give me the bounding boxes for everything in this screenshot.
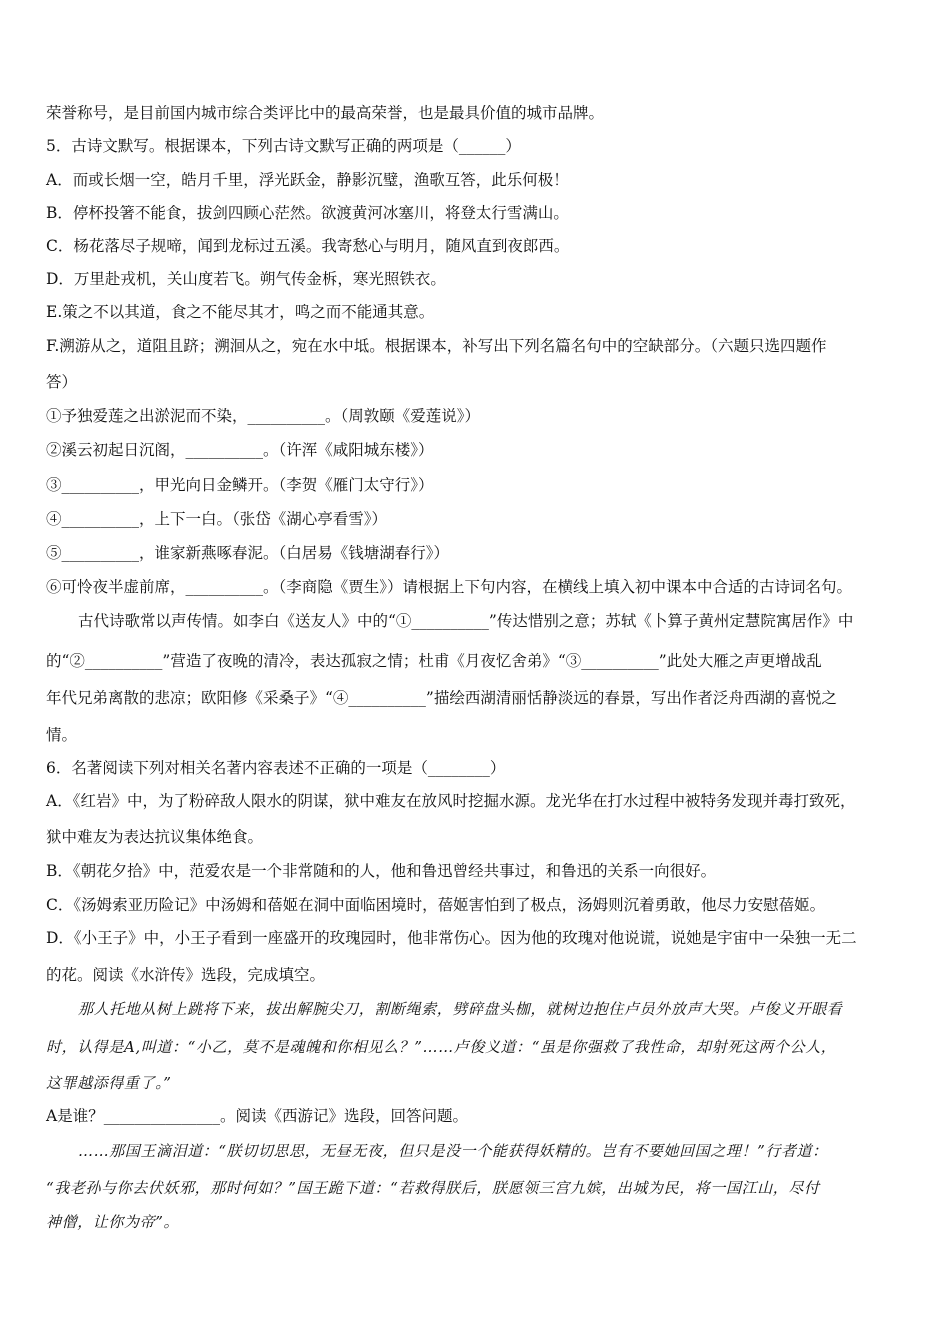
poetry-paragraph: 的“②__________”营造了夜晚的清冷，表达孤寂之情；杜甫《月夜忆舍弟》“③__________”此处大雁之声更增战乱 — [46, 652, 822, 670]
option-e: E.策之不以其道，食之不能尽其才，鸣之而不能通其意。 — [46, 303, 435, 321]
option-a: A．《红岩》中，为了粉碎敌人限水的阴谋，狱中难友在放风时挖掘水源。龙光华在打水过程中被特务发现并毒打致死， — [46, 792, 856, 810]
question-a-who: A是谁？_______________。阅读《西游记》选段，回答问题。 — [46, 1107, 468, 1125]
option-d: D．万里赴戎机，关山度若飞。朔气传金柝，寒光照铁衣。 — [46, 270, 446, 288]
option-c: C．《汤姆索亚历险记》中汤姆和蓓姬在洞中面临困境时，蓓姬害怕到了极点，汤姆则沉着勇敢，他尽力安慰蓓姬。 — [46, 896, 826, 914]
text-line: 狱中难友为表达抗议集体绝食。 — [46, 828, 264, 846]
option-c: C．杨花落尽子规啼，闻到龙标过五溪。我寄愁心与明月，随风直到夜郎西。 — [46, 237, 570, 255]
text-line: 荣誉称号，是目前国内城市综合类评比中的最高荣誉，也是最具价值的城市品牌。 — [46, 104, 605, 122]
text-line: 的花。阅读《水浒传》选段，完成填空。 — [46, 966, 326, 984]
fill-blank-1: ①予独爱莲之出淤泥而不染，__________。（周敦颐《爱莲说》） — [46, 407, 481, 425]
option-d: D．《小王子》中，小王子看到一座盛开的玫瑰园时，他非常伤心。因为他的玫瑰对他说谎，说她是宇宙中一朵独一无二 — [46, 929, 857, 947]
option-a: A．而或长烟一空，皓月千里，浮光跃金，静影沉璧，渔歌互答，此乐何极！ — [46, 171, 569, 189]
option-b: B．停杯投箸不能食，拔剑四顾心茫然。欲渡黄河冰塞川，将登太行雪满山。 — [46, 204, 569, 222]
excerpt-xiyou: ……那国王滴泪道：“朕切切思思，无昼无夜，但只是没一个能获得妖精的。岂有不要她回国之理！”行者道： — [78, 1142, 828, 1160]
poetry-paragraph: 情。 — [46, 726, 78, 744]
question-6-heading: 6．名著阅读下列对相关名著内容表述不正确的一项是（________） — [46, 759, 506, 777]
question-5-heading: 5．古诗文默写。根据课本，下列古诗文默写正确的两项是（______） — [46, 137, 521, 155]
excerpt-shuihu: 这罪越添得重了。” — [46, 1074, 172, 1092]
excerpt-shuihu: 那人托地从树上跳将下来，拔出解腕尖刀，割断绳索，劈碎盘头枷，就树边抱住卢员外放声大哭。卢俊义开眼看 — [78, 1000, 843, 1018]
excerpt-xiyou: 神僧，让你为帝”。 — [46, 1213, 180, 1231]
poetry-paragraph: 古代诗歌常以声传情。如李白《送友人》中的“①__________”传达惜别之意；苏轼《卜算子黄州定慧院寓居作》中 — [78, 612, 854, 630]
excerpt-xiyou: “我老孙与你去伏妖邪，那时何如？”国王跪下道：“若救得朕后，朕愿领三宫九嫔，出城为民，将一国江山，尽付 — [46, 1179, 820, 1197]
excerpt-shuihu: 时，认得是A,叫道：“小乙，莫不是魂魄和你相见么？”……卢俊义道：“虽是你强救了我性命，却射死这两个公人， — [46, 1038, 837, 1056]
fill-blank-2: ②溪云初起日沉阁，__________。（许浑《咸阳城东楼》） — [46, 441, 434, 459]
fill-blank-6: ⑥可怜夜半虚前席，__________。（李商隐《贾生》）请根据上下句内容，在横线上填入初中课本中合适的古诗词名句。 — [46, 578, 853, 596]
fill-blank-3: ③__________，甲光向日金鳞开。（李贺《雁门太守行》） — [46, 476, 434, 494]
poetry-paragraph: 年代兄弟离散的悲凉；欧阳修《采桑子》“④__________”描绘西湖清丽恬静淡远的春景，写出作者泛舟西湖的喜悦之 — [46, 689, 837, 707]
option-b: B．《朝花夕拾》中，范爱农是一个非常随和的人，他和鲁迅曾经共事过，和鲁迅的关系一向很好。 — [46, 862, 717, 880]
text-line: 答） — [46, 373, 78, 391]
fill-blank-4: ④__________，上下一白。（张岱《湖心亭看雪》） — [46, 510, 388, 528]
option-f: F.溯游从之，道阻且跻；溯洄从之，宛在水中坻。根据课本，补写出下列名篇名句中的空缺部分。（六题只选四题作 — [46, 337, 827, 355]
fill-blank-5: ⑤__________，谁家新燕啄春泥。（白居易《钱塘湖春行》） — [46, 544, 450, 562]
